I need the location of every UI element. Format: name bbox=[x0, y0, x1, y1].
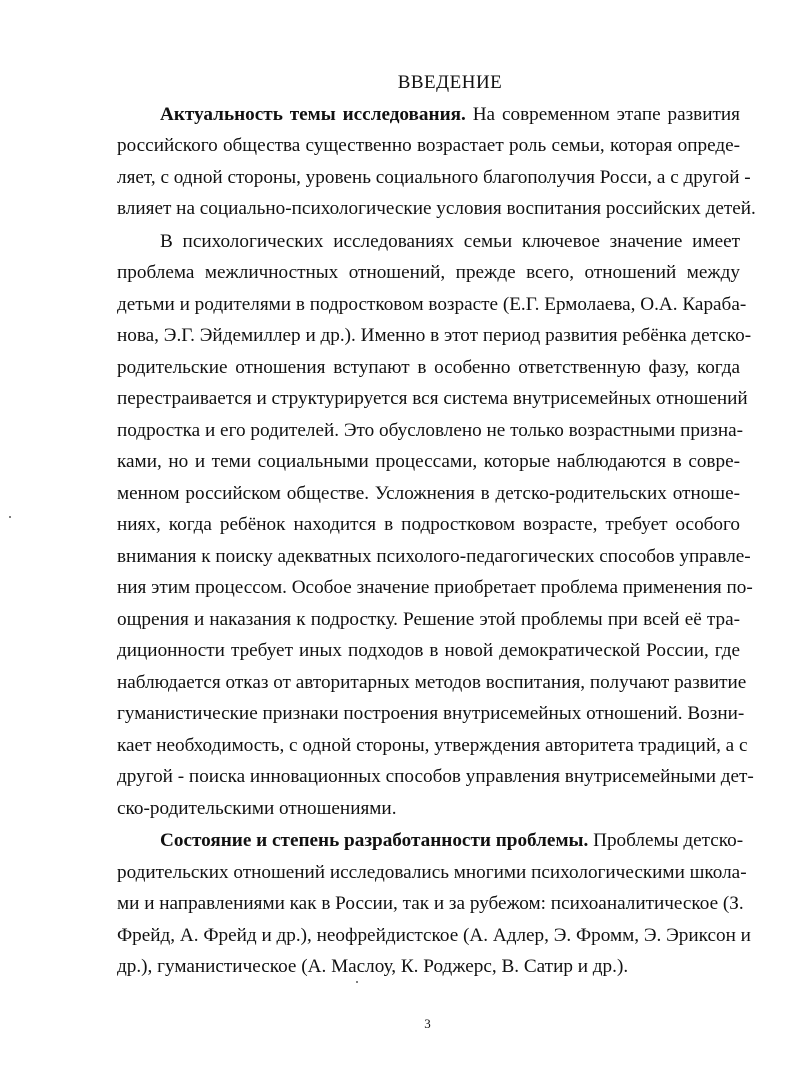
text-line: влияет на социально-психологические условия воспитания российских детей. bbox=[117, 198, 756, 219]
text-line: В психологических исследованиях семьи ключевое значение имеет bbox=[160, 231, 740, 252]
scan-speck bbox=[9, 516, 11, 518]
text-line: российского общества существенно возрастает роль семьи, которая опреде- bbox=[117, 135, 740, 156]
text-line: внимания к поиску адекватных психолого-педагогических способов управле- bbox=[117, 546, 751, 567]
section-lead: Актуальность темы исследования. bbox=[160, 104, 466, 125]
line-text: На современном этапе развития bbox=[465, 104, 740, 125]
scan-speck bbox=[356, 981, 358, 983]
text-line: нова, Э.Г. Эйдемиллер и др.). Именно в этот период развития ребёнка детско- bbox=[117, 325, 752, 346]
text-line: ляет, с одной стороны, уровень социального благополучия Росси, а с другой - bbox=[117, 167, 751, 188]
text-line: Фрейд, А. Фрейд и др.), неофрейдистское (А. Адлер, Э. Фромм, Э. Эриксон и bbox=[117, 925, 751, 946]
page-heading: ВВЕДЕНИЕ bbox=[397, 72, 503, 93]
text-line: ми и направлениями как в России, так и за рубежом: психоаналитическое (З. bbox=[117, 893, 744, 914]
text-line: родительские отношения вступают в особенно ответственную фазу, когда bbox=[117, 357, 740, 378]
text-line: гуманистические признаки построения внутрисемейных отношений. Возни- bbox=[117, 703, 745, 724]
text-line: ния этим процессом. Особое значение приобретает проблема применения по- bbox=[117, 577, 753, 598]
line-text: Проблемы детско- bbox=[588, 830, 744, 851]
text-line: проблема межличностных отношений, прежде всего, отношений между bbox=[117, 262, 740, 283]
text-line bbox=[160, 103, 740, 127]
text-line: др.), гуманистическое (А. Маслоу, К. Роджерс, В. Сатир и др.). bbox=[117, 956, 629, 977]
text-line: кает необходимость, с одной стороны, утверждения авторитета традиций, а с bbox=[117, 735, 748, 756]
text-line: ско-родительскими отношениями. bbox=[117, 798, 397, 819]
text-line: ощрения и наказания к подростку. Решение этой проблемы при всей её тра- bbox=[117, 609, 740, 630]
text-line: детьми и родителями в подростковом возрасте (Е.Г. Ермолаева, О.А. Караба- bbox=[117, 294, 747, 315]
text-line: подростка и его родителей. Это обусловлено не только возрастными призна- bbox=[117, 420, 743, 441]
section-lead: Состояние и степень разработанности проблемы. bbox=[160, 830, 589, 851]
text-line: ками, но и теми социальными процессами, которые наблюдаются в совре- bbox=[117, 451, 740, 472]
text-line: родительских отношений исследовались многими психологическими школа- bbox=[117, 862, 747, 883]
page-number: 3 bbox=[424, 1016, 431, 1031]
text-line: перестраивается и структурируется вся система внутрисемейных отношений bbox=[117, 388, 748, 409]
text-line: ниях, когда ребёнок находится в подростковом возрасте, требует особого bbox=[117, 514, 740, 535]
text-line: диционности требует иных подходов в новой демократической России, где bbox=[117, 640, 740, 661]
text-line: наблюдается отказ от авторитарных методов воспитания, получают развитие bbox=[117, 672, 747, 693]
text-line: другой - поиска инновационных способов управления внутрисемейными дет- bbox=[117, 766, 754, 787]
text-line: менном российском обществе. Усложнения в детско-родительских отноше- bbox=[117, 483, 740, 504]
text-line bbox=[160, 829, 744, 853]
